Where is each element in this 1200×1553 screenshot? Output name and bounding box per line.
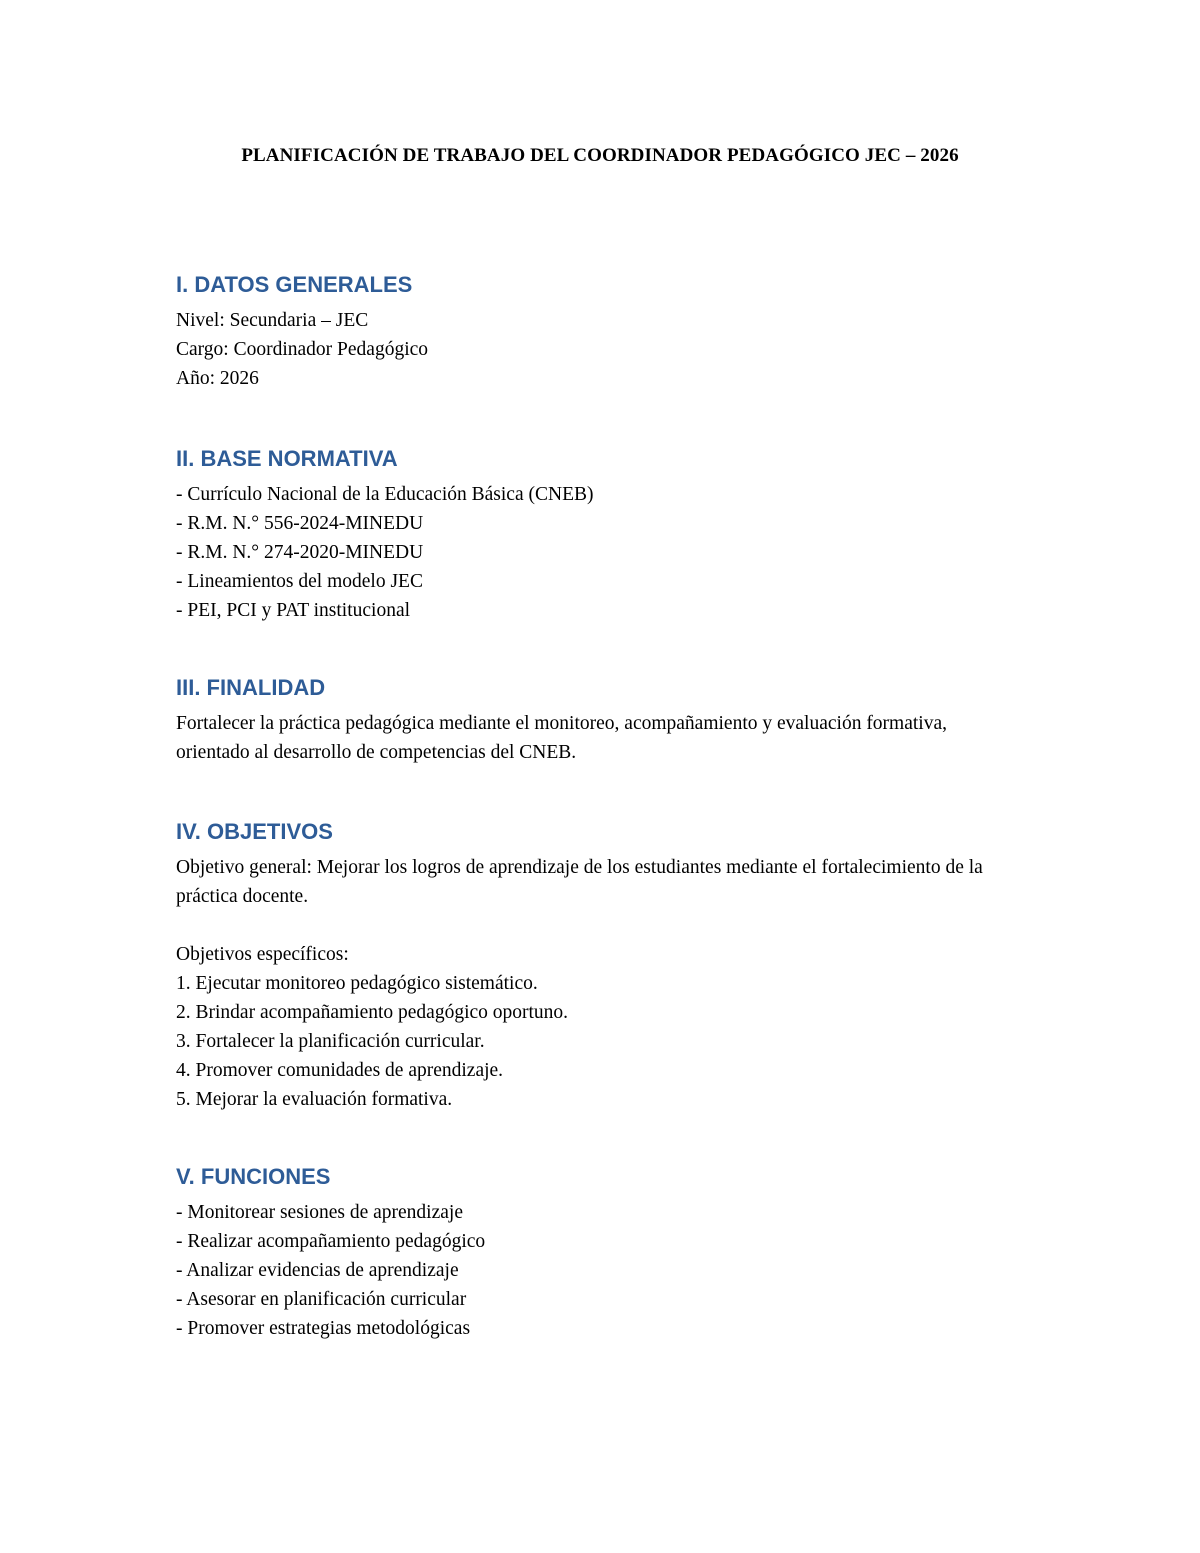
list-item: 5. Mejorar la evaluación formativa. <box>176 1089 453 1110</box>
section-base-normativa <box>176 444 1016 625</box>
section-finalidad <box>176 673 1016 767</box>
list-item: - R.M. N.° 556-2024-MINEDU <box>176 513 424 534</box>
section-datos-generales <box>176 270 1016 393</box>
objetivo-general-paragraph: Objetivo general: Mejorar los logros de aprendizaje de los estudiantes mediante el fortalecimiento de la práctica docente. <box>176 857 983 907</box>
list-item: 4. Promover comunidades de aprendizaje. <box>176 1060 504 1081</box>
list-item: - PEI, PCI y PAT institucional <box>176 600 411 621</box>
data-line-nivel: Nivel: Secundaria – JEC <box>176 310 369 331</box>
spacer <box>176 911 1016 940</box>
section-heading: I. DATOS GENERALES <box>176 272 413 297</box>
document-title: PLANIFICACIÓN DE TRABAJO DEL COORDINADOR PEDAGÓGICO JEC – 2026 <box>241 145 959 166</box>
list-item: 1. Ejecutar monitoreo pedagógico sistemático. <box>176 973 538 994</box>
section-heading: III. FINALIDAD <box>176 675 326 700</box>
list-item: - R.M. N.° 274-2020-MINEDU <box>176 542 424 563</box>
list-item: - Analizar evidencias de aprendizaje <box>176 1260 459 1281</box>
list-item: - Promover estrategias metodológicas <box>176 1318 471 1339</box>
list-item: - Monitorear sesiones de aprendizaje <box>176 1202 463 1223</box>
list-item: - Currículo Nacional de la Educación Básica (CNEB) <box>176 484 594 505</box>
list-item: - Realizar acompañamiento pedagógico <box>176 1231 486 1252</box>
objetivos-especificos-label: Objetivos específicos: <box>176 944 349 965</box>
finalidad-paragraph: Fortalecer la práctica pedagógica mediante el monitoreo, acompañamiento y evaluación formativa, orientado al desarrollo de competencias del CNEB. <box>176 713 947 763</box>
section-funciones <box>176 1162 1016 1343</box>
data-line-anio: Año: 2026 <box>176 368 259 389</box>
section-objetivos <box>176 817 1016 1114</box>
section-heading: II. BASE NORMATIVA <box>176 446 398 471</box>
section-heading: IV. OBJETIVOS <box>176 819 333 844</box>
data-line-cargo: Cargo: Coordinador Pedagógico <box>176 339 429 360</box>
list-item: 3. Fortalecer la planificación curricular. <box>176 1031 485 1052</box>
section-heading: V. FUNCIONES <box>176 1164 331 1189</box>
list-item: - Lineamientos del modelo JEC <box>176 571 423 592</box>
list-item: 2. Brindar acompañamiento pedagógico oportuno. <box>176 1002 569 1023</box>
list-item: - Asesorar en planificación curricular <box>176 1289 467 1310</box>
